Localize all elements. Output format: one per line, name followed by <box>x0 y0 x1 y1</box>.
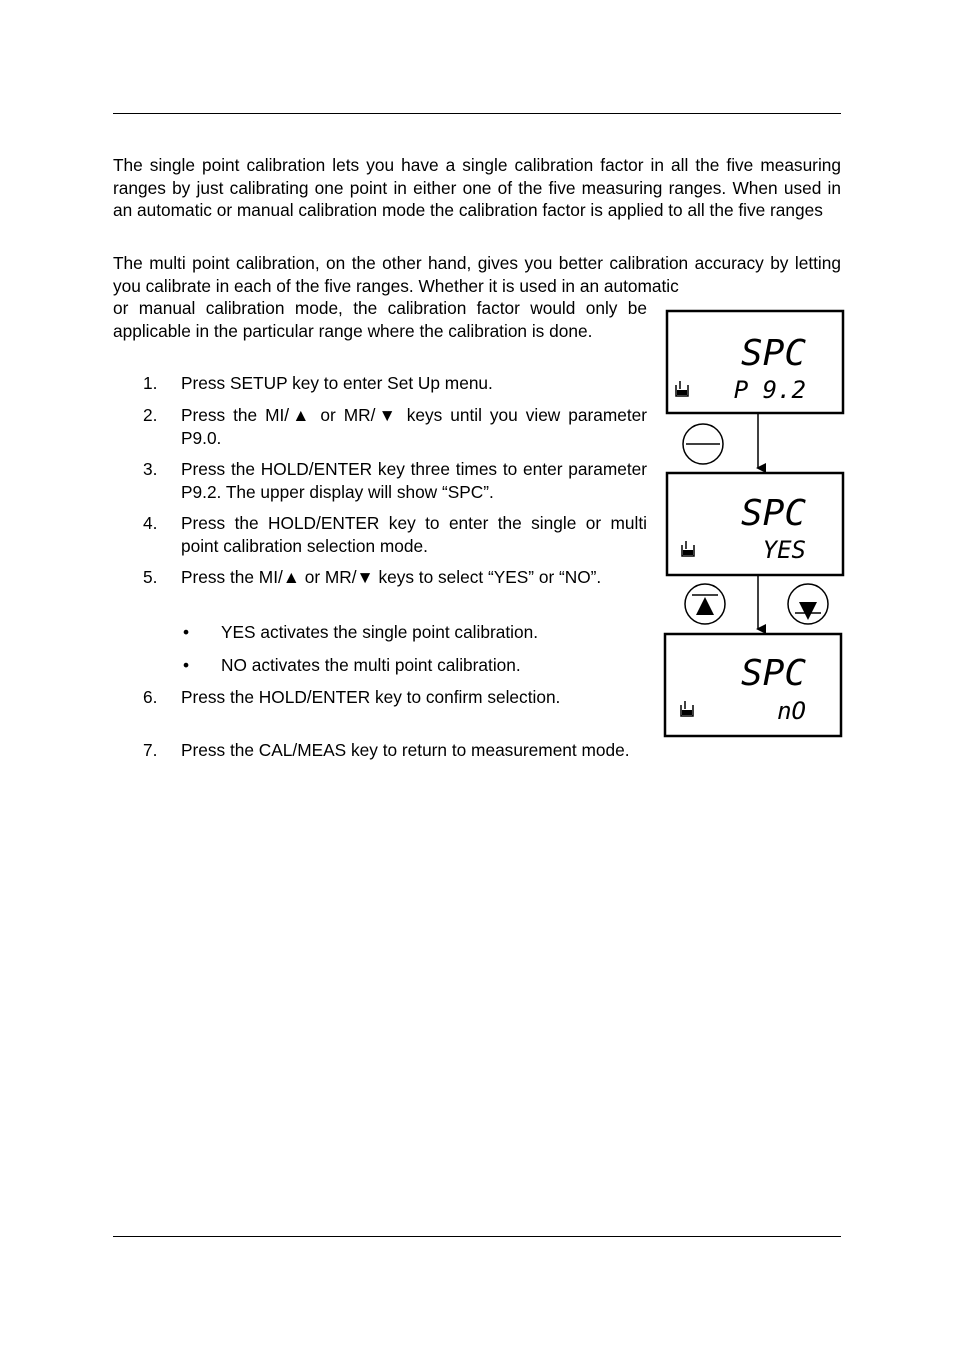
step-text: Press the HOLD/ENTER key three times to enter parameter P9.2. The upper display will show “SPC”. <box>181 459 647 502</box>
lcd-lower-text: P 9.2 <box>733 376 806 404</box>
single-point-paragraph: The single point calibration lets you have a single calibration factor in all the five measuring ranges by just calibrating one point in either one of the five measuring ranges. When used in an automatic or manual calibration mode the calibration factor is applied to all the five ranges <box>113 155 841 220</box>
step-number: 1. <box>143 373 158 393</box>
multi-point-paragraph-narrow: or manual calibration mode, the calibration factor would only be applicable in the particular range where the calibration is done. <box>113 298 647 341</box>
enter-key-icon <box>683 424 723 464</box>
bullet-text: NO activates the multi point calibration. <box>221 655 521 675</box>
bullet-marker: • <box>183 622 190 642</box>
step-text: Press the MI/▲ or MR/▼ keys until you view parameter P9.0. <box>181 405 647 448</box>
footer-rule <box>113 1236 841 1237</box>
lcd-display-diagram <box>660 305 850 745</box>
up-key-icon <box>685 584 725 624</box>
multi-point-paragraph-full: The multi point calibration, on the other hand, gives you better calibration accuracy by letting you calibrate in each of the five ranges. Whether it is used in an automatic <box>113 253 841 296</box>
lcd-lower-text: nO <box>777 697 806 725</box>
lcd-upper-text: SPC <box>740 333 806 374</box>
bullet-marker: • <box>183 655 190 675</box>
step-text: Press the MI/▲ or MR/▼ keys to select “YES” or “NO”. <box>181 567 602 587</box>
step-number: 5. <box>143 567 158 587</box>
step-text: Press the CAL/MEAS key to return to measurement mode. <box>181 740 630 760</box>
lcd-upper-text: SPC <box>740 493 806 534</box>
header-rule <box>113 113 841 114</box>
lcd-lower-text: YES <box>762 536 806 564</box>
step-text: Press the HOLD/ENTER key to confirm selection. <box>181 687 561 707</box>
step-number: 3. <box>143 459 158 479</box>
lcd-display-no <box>665 634 841 736</box>
lcd-display-p9-2 <box>667 311 843 413</box>
step-number: 4. <box>143 513 158 533</box>
down-key-icon <box>788 584 828 624</box>
step-number: 2. <box>143 405 158 425</box>
lcd-display-yes <box>667 473 843 575</box>
step-number: 7. <box>143 740 158 760</box>
step-text: Press the HOLD/ENTER key to enter the single or multi point calibration selection mode. <box>181 513 647 556</box>
bullet-text: YES activates the single point calibration. <box>221 622 539 642</box>
lcd-upper-text: SPC <box>740 653 806 694</box>
step-text: Press SETUP key to enter Set Up menu. <box>181 373 493 393</box>
step-number: 6. <box>143 687 158 707</box>
